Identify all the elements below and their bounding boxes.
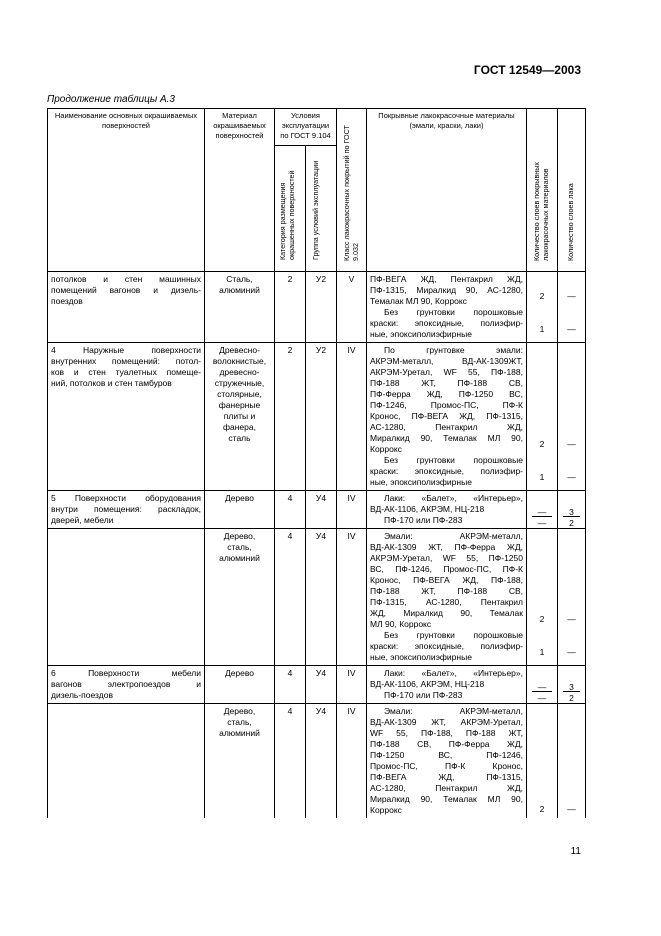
coating-line: ные, эпоксиполиэфирные (370, 329, 472, 339)
coating-line: ные, эпоксиполиэфирные (370, 477, 472, 487)
surface-name-line: внутри помещения: раскладок, (51, 504, 201, 514)
material-line: древесно- (219, 367, 260, 377)
material-line: Сталь, (226, 274, 253, 284)
coating-line: Кронос, ПФ-ВЕГА ЖД, ПФ-188, (370, 575, 523, 585)
surface-name-line: внутренних помещений: потол- (51, 356, 201, 366)
coating-line: ПФ-188 ЖТ, ПФ-188 СВ, (370, 378, 523, 388)
layer-count-value: 2 (539, 291, 545, 301)
coating-line: ПФ-1315, Миралкид 90, АС-1280, (370, 285, 523, 295)
surface-name-line: 6 Поверхности мебели (51, 668, 201, 678)
surface-name-line: поездов (51, 296, 83, 306)
cell-surface-name (48, 666, 205, 704)
coating-line: Коррокс (370, 444, 402, 454)
cell-material (205, 666, 275, 704)
material-line: Дерево, (223, 706, 256, 716)
coating-line: ПФ-1246, Промос-ПС, ПФ-К (370, 400, 523, 410)
separator-rule (563, 516, 580, 517)
lacquer-count-value: — (567, 324, 576, 334)
cell-category: 4 (275, 491, 306, 529)
table-caption: Продолжение таблицы А.3 (47, 94, 175, 105)
coating-line: краски: эпоксидные, полиэфир- (370, 318, 523, 328)
page-number: 11 (570, 846, 581, 857)
lacquer-count-value: 3 (569, 507, 574, 517)
lacquer-count-value: — (567, 647, 576, 657)
cell-coatings (367, 491, 527, 529)
cell-category: 4 (275, 666, 306, 704)
cell-group: У4 (306, 666, 337, 704)
cell-layer-count (527, 272, 558, 343)
coating-line: ПФ-1250 ВС, ПФ-1246, (370, 750, 523, 760)
coating-line: ПФ-188 ЖТ, ПФ-188 СВ, (370, 586, 523, 596)
surface-name-line: 5 Поверхности оборудования (51, 493, 201, 503)
cell-group: У2 (306, 272, 337, 343)
coating-line: АКРЭМ-Уретал, WF 55, ПФ-1250 (370, 553, 523, 563)
material-line: фанера, (223, 422, 256, 432)
cell-category: 2 (275, 343, 306, 491)
cell-lacquer-count (558, 272, 586, 343)
coating-line: АС-1280, Пентакрил ЖД, (370, 422, 523, 432)
surface-name-line: потолков и стен машинных (51, 274, 201, 284)
coating-line: ПФ-1315, АС-1280, Пентакрил (370, 597, 523, 607)
cell-surface-name (48, 704, 205, 819)
layer-count-value: 1 (539, 647, 545, 657)
coating-line: АКРЭМ-Уретал, WF 55, ПФ-188, (370, 367, 523, 377)
cell-lacquer-count (558, 666, 586, 704)
layer-count-value: — (537, 507, 547, 517)
coating-line: Миралкид 90, Темалак МЛ 90, (370, 433, 523, 443)
cell-class: IV (337, 529, 367, 666)
lacquer-count-value: — (567, 439, 576, 449)
material-line: фанерные (218, 400, 261, 410)
column-header-lacquer: Количество слоев лака (558, 109, 586, 272)
surface-name-line: 4 Наружные поверхности (51, 345, 201, 355)
material-line: стружечные, (214, 378, 265, 388)
lacquer-count-value: — (567, 472, 576, 482)
column-header-layers: Количество слоев покрывных лакокрасочных материалов (527, 109, 558, 272)
coating-line: ПФ-170 или ПФ-283 (384, 515, 463, 525)
cell-class: IV (337, 343, 367, 491)
separator-rule (532, 691, 552, 692)
material-line: Дерево, (223, 531, 256, 541)
surface-name-line: дизель-поездов (51, 690, 113, 700)
cell-surface-name (48, 529, 205, 666)
coating-line: Кронос, ПФ-ВЕГА ЖД, ПФ-1315, (370, 411, 523, 421)
coating-line: ПФ-188 СВ, ПФ-Ферра ЖД, (370, 739, 523, 749)
coating-line: ВД-АК-1106, АКРЭМ, НЦ-218 (370, 504, 485, 514)
cell-group: У4 (306, 491, 337, 529)
cell-class: IV (337, 666, 367, 704)
coating-line: ПФ-Ферра ЖД, ПФ-1250 ВС, (370, 389, 523, 399)
table-row (48, 529, 586, 666)
coating-line: Миралкид 90, Темалак МЛ 90, (370, 794, 523, 804)
coating-line: Коррокс (370, 805, 402, 815)
coating-line: ные, эпоксиполиэфирные (370, 652, 472, 662)
cell-material (205, 272, 275, 343)
coating-line: краски: эпоксидные, полиэфир- (370, 641, 523, 651)
table-row (48, 666, 586, 704)
lacquer-count-value: 2 (569, 693, 574, 703)
lacquer-count-value: 2 (569, 518, 574, 528)
coating-line: АС-1280, Пентакрил ЖД, (370, 783, 523, 793)
material-line: плиты и (223, 411, 256, 421)
coating-line: ВД-АК-1309 ЖТ, АКРЭМ-Уретал, (370, 717, 523, 727)
coating-line: ПФ-ВЕГА ЖД, ПФ-1315, (370, 772, 523, 782)
surface-name-line: дверей, мебели (51, 515, 114, 525)
column-header-group: Группа условий эксплуатации (306, 146, 337, 272)
coating-line: ЖД, Миралкид 90, Темалак (370, 608, 523, 618)
column-header-conditions: Условия эксплуатации по ГОСТ 9.104 (275, 109, 337, 146)
cell-lacquer-count (558, 343, 586, 491)
cell-surface-name (48, 491, 205, 529)
table-row (48, 704, 586, 819)
cell-coatings (367, 666, 527, 704)
material-line: Дерево (224, 668, 255, 678)
coating-line: ВД-АК-1309 ЖТ, ПФ-Ферра ЖД, (370, 542, 523, 552)
cell-lacquer-count (558, 529, 586, 666)
material-line: столярные, (217, 389, 262, 399)
cell-group: У2 (306, 343, 337, 491)
coating-line: ПФ-170 или ПФ-283 (384, 690, 463, 700)
material-line: алюминий (219, 728, 260, 738)
coating-line: МЛ 90, Коррокс (370, 619, 432, 629)
cell-lacquer-count (558, 704, 586, 819)
coating-line: АКРЭМ-металл, ВД-АК-1309ЖТ, (370, 356, 523, 366)
separator-rule (563, 691, 580, 692)
coating-line: ВС, ПФ-1246, Промос-ПС, ПФ-К (370, 564, 523, 574)
separator-rule (532, 516, 552, 517)
cell-lacquer-count (558, 491, 586, 529)
material-line: алюминий (219, 285, 260, 295)
layer-count-value: 1 (539, 472, 545, 482)
coating-line: краски: эпоксидные, полиэфир- (370, 466, 523, 476)
cell-class: IV (337, 491, 367, 529)
coating-line: Без грунтовки порошковые (384, 307, 523, 317)
cell-group: У4 (306, 704, 337, 819)
layer-count-value: — (537, 682, 547, 692)
cell-material (205, 704, 275, 819)
coating-line: Без грунтовки порошковые (384, 455, 523, 465)
layer-count-value: 2 (539, 614, 545, 624)
lacquer-count-value: — (567, 804, 576, 814)
cell-category: 4 (275, 704, 306, 819)
coating-line: ВД-АК-1106, АКРЭМ, НЦ-218 (370, 679, 485, 689)
material-line: волокнистые, (212, 356, 267, 366)
cell-category: 2 (275, 272, 306, 343)
material-line: Дерево (224, 493, 255, 503)
material-line: Древесно- (219, 345, 260, 355)
layer-count-value: — (537, 693, 547, 703)
cell-material (205, 491, 275, 529)
column-header-name: Наименование основных окрашиваемых поверхностей (48, 109, 205, 272)
coating-line: Лаки: «Балет», «Интерьер», (384, 668, 523, 678)
coating-line: Без грунтовки порошковые (384, 630, 523, 640)
cell-coatings (367, 529, 527, 666)
column-header-class: Класс лакокрасочных покрытий по ГОСТ 9.032 (337, 109, 367, 272)
table-row (48, 272, 586, 343)
cell-surface-name (48, 272, 205, 343)
cell-layer-count (527, 491, 558, 529)
layer-count-value: 2 (539, 439, 545, 449)
coating-line: Промос-ПС, ПФ-К Кронос, (370, 761, 523, 771)
cell-category: 4 (275, 529, 306, 666)
material-line: сталь, (227, 717, 252, 727)
table-body (48, 272, 586, 819)
cell-coatings (367, 272, 527, 343)
table-row (48, 343, 586, 491)
surface-name-line: ков и стен туалетных помеще- (51, 367, 201, 377)
layer-count-value: 2 (539, 804, 545, 814)
cell-layer-count (527, 704, 558, 819)
document-code: ГОСТ 12549—2003 (473, 63, 581, 77)
coating-line: Эмали: АКРЭМ-металл, (384, 706, 523, 716)
material-line: сталь (228, 433, 251, 443)
material-line: сталь, (227, 542, 252, 552)
surface-name-line: ний, потолков и стен тамбуров (51, 378, 172, 388)
cell-material (205, 529, 275, 666)
surface-name-line: помещений вагонов и дизель- (51, 285, 201, 295)
layer-count-value: — (537, 518, 547, 528)
coatings-table (47, 108, 586, 818)
lacquer-count-value: — (567, 291, 576, 301)
column-header-material: Материал окрашиваемых поверхностей (205, 109, 275, 272)
coating-line: Темалак МЛ 90, Коррокс (370, 296, 467, 306)
coating-line: По грунтовке эмали: (384, 345, 523, 355)
coating-line: Лаки: «Балет», «Интерьер», (384, 493, 523, 503)
cell-material (205, 343, 275, 491)
cell-coatings (367, 704, 527, 819)
column-header-coatings: Покрывные лакокрасочные материалы (эмали, краски, лаки) (367, 109, 527, 272)
cell-group: У4 (306, 529, 337, 666)
material-line: алюминий (219, 553, 260, 563)
cell-layer-count (527, 529, 558, 666)
surface-name-line: вагонов электропоездов и (51, 679, 201, 689)
coating-line: Эмали: АКРЭМ-металл, (384, 531, 523, 541)
coating-line: ПФ-ВЕГА ЖД, Пентакрил ЖД, (370, 274, 523, 284)
cell-coatings (367, 343, 527, 491)
coating-line: WF 55, ПФ-188, ПФ-188 ЖТ, (370, 728, 523, 738)
cell-layer-count (527, 666, 558, 704)
cell-class: IV (337, 704, 367, 819)
column-header-category: Категория размещения окрашенных поверхностей (275, 146, 306, 272)
table-row (48, 491, 586, 529)
cell-layer-count (527, 343, 558, 491)
lacquer-count-value: 3 (569, 682, 574, 692)
lacquer-count-value: — (567, 614, 576, 624)
cell-class: V (337, 272, 367, 343)
cell-surface-name (48, 343, 205, 491)
layer-count-value: 1 (539, 324, 545, 334)
